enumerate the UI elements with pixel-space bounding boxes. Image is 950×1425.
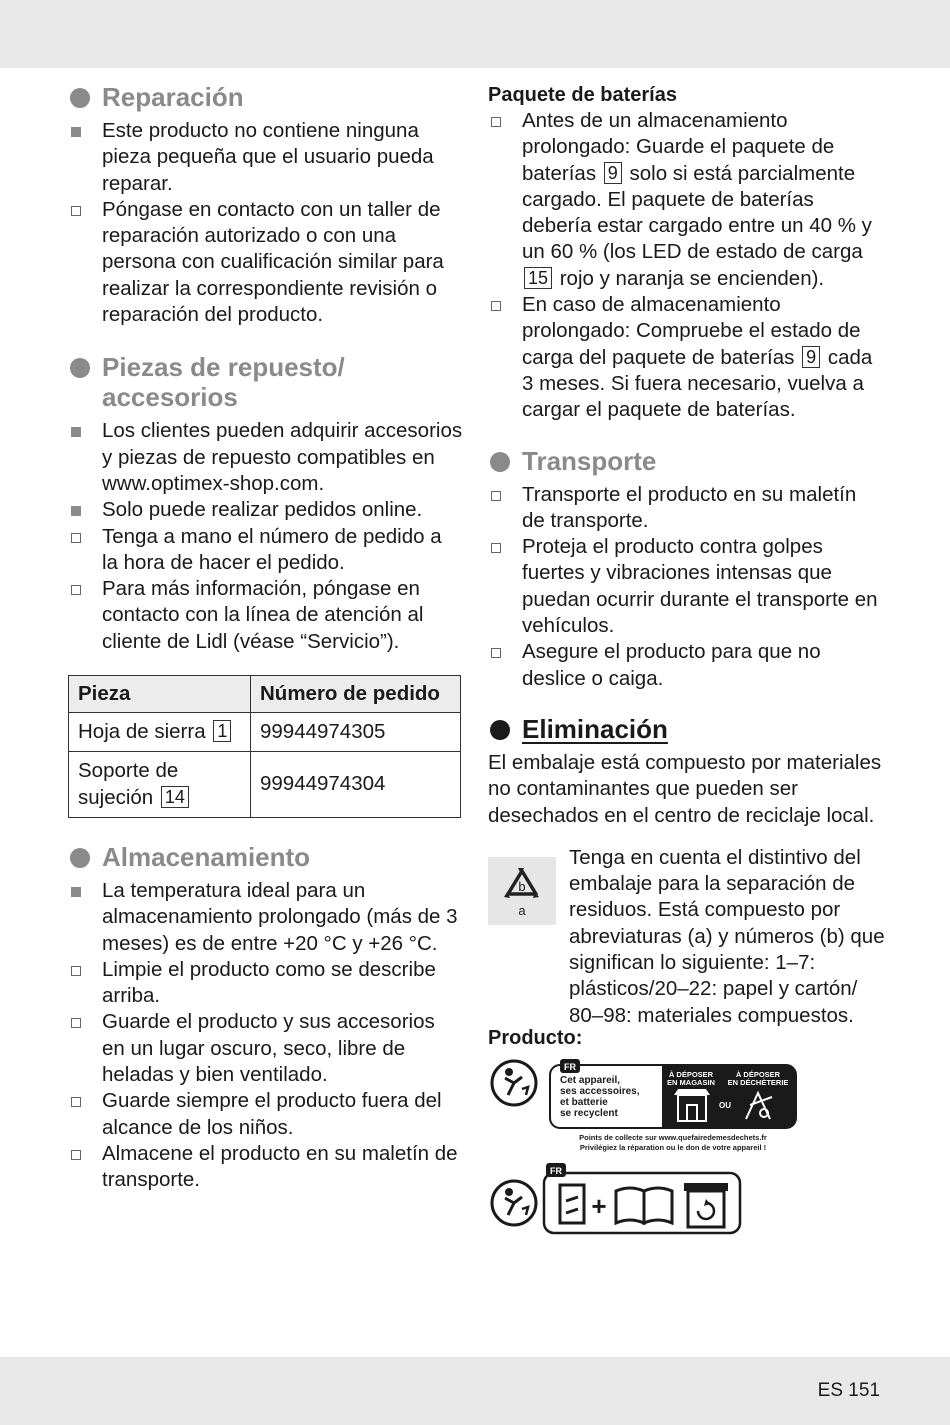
svg-text:ses accessoires,: ses accessoires,	[560, 1085, 640, 1097]
ref-number: 1	[213, 720, 231, 742]
right-column	[488, 82, 883, 1235]
section-heading-almacenamiento: Almacenamiento	[68, 842, 463, 872]
table-row	[69, 713, 461, 752]
heading-bullet-icon	[490, 452, 510, 472]
table-cell-part: Soporte de sujeción 14	[69, 752, 251, 818]
list-item: Guarde el producto y sus accesorios en un lugar oscuro, seco, libre de heladas y bien ventilado.	[68, 1009, 463, 1088]
filled-square-bullet-icon	[71, 427, 81, 437]
table-cell-part: Hoja de sierra 1	[69, 713, 251, 752]
page-number: ES 151	[817, 1380, 880, 1401]
heading-bullet-icon	[70, 848, 90, 868]
list-item: Transporte el producto en su maletín de transporte.	[488, 482, 883, 535]
table-header-row	[69, 676, 461, 713]
parts-table	[68, 675, 461, 818]
hollow-square-bullet-icon	[71, 966, 81, 976]
list-item: Almacene el producto en su maletín de transporte.	[68, 1141, 463, 1194]
svg-text:OU: OU	[719, 1100, 731, 1110]
svg-text:Privilégiez la réparation ou l: Privilégiez la réparation ou le don de votre appareil !	[579, 1142, 767, 1152]
recycle-symbol-icon	[488, 857, 556, 925]
svg-text:EN MAGASIN: EN MAGASIN	[667, 1077, 715, 1087]
hollow-square-bullet-icon	[491, 117, 501, 127]
filled-square-bullet-icon	[71, 506, 81, 516]
section-heading-eliminacion: Eliminación	[488, 714, 883, 744]
paquete-list	[488, 108, 883, 424]
hollow-square-bullet-icon	[491, 543, 501, 553]
list-item: Antes de un almacenamiento prolongado: Guarde el paquete de baterías 9 solo si está parcialmente cargado. El paquete de baterías debería estar cargado entre un 40 % y un 60 % (los LED de estado de carga 15 rojo y naranja se encienden).	[488, 108, 883, 292]
hollow-square-bullet-icon	[491, 301, 501, 311]
recycle-explanation: Tenga en cuenta el distintivo del embalaje para la separación de residuos. Está compuesto por abreviaturas (a) y números (b) que significan lo siguiente: 1–7: plásticos/20–22: papel y cartón/ 80–98: materiales compuestos.	[569, 845, 885, 1027]
bottom-band	[0, 1357, 950, 1425]
heading-bullet-icon	[70, 88, 90, 108]
svg-text:EN DÉCHÈTERIE: EN DÉCHÈTERIE	[727, 1077, 789, 1087]
svg-text:Points de collecte sur www.que: Points de collecte sur www.quefairedemesdechets.fr	[579, 1132, 767, 1142]
table-cell-order: 99944974305	[251, 713, 461, 752]
hollow-square-bullet-icon	[71, 1018, 81, 1028]
transporte-list	[488, 482, 883, 692]
ref-number: 9	[802, 346, 820, 368]
hollow-square-bullet-icon	[491, 648, 501, 658]
hollow-square-bullet-icon	[71, 533, 81, 543]
list-item: Guarde siempre el producto fuera del alcance de los niños.	[68, 1088, 463, 1141]
list-item: Póngase en contacto con un taller de reparación autorizado o con una persona con cualificación similar para realizar la correspondiente revisión o reparación del producto.	[68, 197, 463, 328]
hollow-square-bullet-icon	[71, 1150, 81, 1160]
list-item: Los clientes pueden adquirir accesorios y piezas de repuesto compatibles en www.optimex-shop.com.	[68, 418, 463, 497]
svg-text:Cet appareil,: Cet appareil,	[560, 1074, 621, 1086]
list-item: Este producto no contiene ninguna pieza pequeña que el usuario pueda reparar.	[68, 118, 463, 197]
list-item: En caso de almacenamiento prolongado: Compruebe el estado de carga del paquete de baterías 9 cada 3 meses. Si fuera necesario, vuelva a cargar el paquete de baterías.	[488, 292, 883, 423]
triman-icon	[492, 1061, 536, 1105]
recycle-info	[488, 845, 883, 1025]
left-column	[68, 82, 463, 1194]
list-item: Asegure el producto para que no deslice o caiga.	[488, 639, 883, 692]
list-item: Para más información, póngase en contacto con la línea de atención al cliente de Lidl (véase “Servicio”).	[68, 576, 463, 655]
triman-sorting-logo	[488, 1161, 748, 1235]
heading-bullet-icon	[70, 358, 90, 378]
section-heading-transporte: Transporte	[488, 446, 883, 476]
ref-number: 15	[524, 267, 552, 289]
section-heading-piezas: Piezas de repuesto/ accesorios	[68, 352, 463, 412]
list-item: La temperatura ideal para un almacenamiento prolongado (más de 3 meses) es de entre +20 °C y +26 °C.	[68, 878, 463, 957]
svg-text:et batterie: et batterie	[560, 1096, 608, 1108]
list-item: Tenga a mano el número de pedido a la hora de hacer el pedido.	[68, 524, 463, 577]
triman-icon	[492, 1181, 536, 1225]
svg-text:À DÉPOSER: À DÉPOSER	[735, 1069, 781, 1079]
svg-text:À DÉPOSER: À DÉPOSER	[668, 1069, 714, 1079]
list-item: Proteja el producto contra golpes fuertes y vibraciones intensas que puedan ocurrir durante el transporte en vehículos.	[488, 534, 883, 639]
section-heading-reparacion: Reparación	[68, 82, 463, 112]
heading-bullet-icon	[490, 720, 510, 740]
hollow-square-bullet-icon	[491, 491, 501, 501]
piezas-list	[68, 418, 463, 655]
filled-square-bullet-icon	[71, 887, 81, 897]
table-header-numero: Número de pedido	[251, 676, 461, 713]
table-cell-order: 99944974304	[251, 752, 461, 818]
svg-text:+: +	[591, 1190, 607, 1221]
svg-text:a: a	[518, 902, 526, 918]
paquete-baterias-heading: Paquete de baterías	[488, 84, 677, 106]
table-header-pieza: Pieza	[69, 676, 251, 713]
producto-heading: Producto:	[488, 1026, 583, 1049]
triman-info-logo	[488, 1057, 798, 1155]
list-item: Limpie el producto como se describe arriba.	[68, 957, 463, 1010]
hollow-square-bullet-icon	[71, 585, 81, 595]
top-band	[0, 0, 950, 68]
table-row	[69, 752, 461, 818]
filled-square-bullet-icon	[71, 127, 81, 137]
hollow-square-bullet-icon	[71, 1097, 81, 1107]
hollow-square-bullet-icon	[71, 206, 81, 216]
svg-text:b: b	[518, 878, 526, 894]
svg-text:FR: FR	[550, 1165, 562, 1176]
ref-number: 14	[161, 786, 189, 808]
ref-number: 9	[604, 162, 622, 184]
almacenamiento-list	[68, 878, 463, 1194]
reparacion-list	[68, 118, 463, 328]
svg-text:se recyclent: se recyclent	[560, 1107, 618, 1119]
eliminacion-intro: El embalaje está compuesto por materiales no contaminantes que pueden ser desechados en el centro de reciclaje local.	[488, 750, 882, 827]
list-item: Solo puede realizar pedidos online.	[68, 497, 463, 523]
svg-text:FR: FR	[564, 1061, 576, 1072]
